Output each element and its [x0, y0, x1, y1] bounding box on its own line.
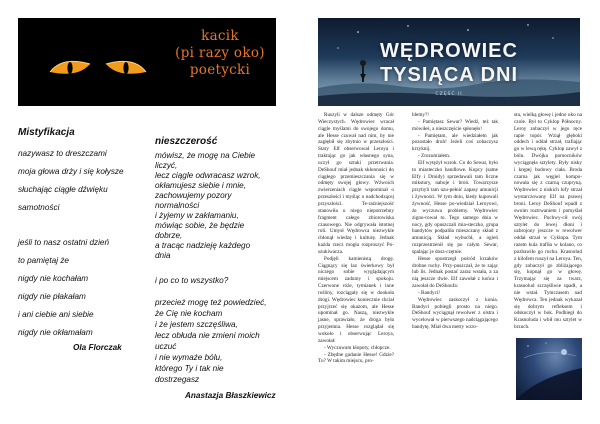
- story-column-3: [514, 112, 582, 331]
- story-paragraph: Hesse spostrzegł pośród krzaków drobne ruchy. Przy-puszczał, że to zając lub lis. Jednak postać zaraz wstała, a za nią jeszcze dwie. Elf zawołał z końca i zawołał do DeShoufa:: [412, 255, 498, 290]
- right-eye-icon: [104, 58, 148, 78]
- story-illustration: [516, 338, 582, 400]
- left-eye-icon: [48, 58, 92, 78]
- story-paragraph: blemy?!: [412, 112, 429, 118]
- poem-line: dostrzegasz: [155, 375, 200, 384]
- poem-line: i po co to wszystko?: [155, 276, 229, 285]
- banner-line: kacik: [201, 28, 239, 44]
- poem-line: liczyć,: [155, 161, 178, 170]
- story-paragraph: stu, wielką głowę i jedno oko na czole. Był to Cyklop Północny. Leroy zobaczył w jego ręce rapie topór. Wziął głęboki oddech i oddał strzał, trafiając go w lewą rękę. Cyklop zawył z bólu. Dwójka pomocników wyciągnęła sztylety. Były nisky i krępej budowy ciała. Broda czarna jak węgiel kompo-nowała się z czarną czupryną. Wędrowiec z niskich lufy strzał wystarczowany Elf na prawej broni. Leroy DeShouf wpadł z swoim roztrwaniem i pomyślał Wędrowiec. Pochwy-cił swój sztylet do lewej dłoni i uzbrojony jeszcze w rewolwer oddał strzał w Cyklopa. Tym razem kula trafiła w kolano, co pozbawiło go ruchu. Krasnolud z kilofem ruszył na Leroya. Ten, gdy zobaczył go zbliżającego się, kopnął go w głowę. Trzymając się za twarz, krasnolud szczęśliwie upadł, a nie wstał. Tymczasem nad Wędrowca. Ten jednak wykazał się dobrym refleksem i odskoczył w bok. Podbiegł do Krasnoluda i wbił mu sztylet w brzuch.: [514, 112, 582, 331]
- poem-line: lecz ciągle odwracasz wzrok,: [155, 171, 261, 180]
- poem-line: nigdy nie płakałam: [18, 292, 86, 301]
- poem-line: jeśli to nasz ostatni dzień: [18, 238, 110, 247]
- banner-line: (pi razy oko): [175, 45, 265, 61]
- poem-line: mówisz, że mogę na Ciebie: [155, 151, 256, 160]
- poem-line: nigdy nie kochałam: [18, 274, 89, 283]
- poem-line: uczuć: [155, 342, 177, 351]
- cover-subtitle: CZĘŚĆ II: [435, 92, 463, 97]
- story-paragraph: - Zbędne gadanie Hesse! Gdzie? Tu? W takim miejscu, pro-: [318, 351, 394, 365]
- poem-line: że Cię nie kocham: [155, 309, 223, 318]
- poem-line: i ani ciebie ani siebie: [18, 310, 94, 319]
- cover-title-line: WĘDROWIEC: [380, 40, 518, 62]
- story-paragraph: Podjęli kamienistą drogę. Ciągnący się łaz świerkowy był niczego sobie wyglądającym miejscem zadumy i spokoju. Czerwone róże, tymianek i inne rośliny, rozciągały się w dookoła drogi. Wędrowiec koniecznie chciał przyjrzeć się okazom, ale Hesse upominał go. Naszą, niezwykle jasne, sprawiało, że droga była przyjemna. Hesse rozglądał się wokoło i obserwując Leroya, zawołał:: [318, 255, 394, 344]
- poetry-corner-banner: [18, 18, 276, 106]
- story-cover-image: [318, 18, 580, 106]
- poem-line: i nie wymaże bólu,: [155, 353, 223, 362]
- right-page: [300, 0, 600, 424]
- poem-line: którego Ty i tak nie: [155, 364, 224, 373]
- poem-line: słuchając ciągłe dźwięku: [18, 185, 108, 194]
- poem-line: nigdy nie okłamałam: [18, 328, 93, 337]
- poem-line: to pamiętaj że: [18, 256, 69, 265]
- poem-line: nazywasz to dreszczami: [18, 149, 107, 158]
- story-column-2: [412, 112, 498, 331]
- banner-line: poetycki: [189, 62, 251, 78]
- story-paragraph: - Wyczuwam kłopoty, chłopcze.: [324, 344, 391, 351]
- story-paragraph: Ruszyli w dalsze odmęty Gór Wieczystych. Wędrowiec wracał ciągle myślami do swojego domu, ale Hesse czuwał nad nim, by nie zagłębił się zbytnio w przeszłości. Stary Elf obserwował Leroya i traktując go jak własnego syna, uczył go sztuki przetrwania. DeShouf miał jednak skłonności do ciągłego przemieszczania się w odmęty swojej głowy. Wźwoich zwierzeniach ciągle wspominał o przeszłości i myśląc o nadchodzącej przyszłości. Te-raźniejszość stanowiła u niego niepotrzebny fragment całego zbiorowiska czasowego. Nie odgrywała istotnej roli. Umysł Wędrowca niezwykle chłonął wiedzę i kulturę. Jednak każda rzecz mogła rozproszyć Po-szukiwacza.: [318, 112, 394, 255]
- poem-line: a tracąc nadzieję każdego: [155, 241, 251, 250]
- poem-line: mówiąc sobie, że będzie: [155, 221, 245, 230]
- story-paragraph: - Pamiętam, ale wiedziałem jak pozostało druh! Jeżeli coś zobaczysz krzyknij.: [412, 132, 498, 153]
- poem-line: przecież mogę też powiedzieć,: [155, 298, 267, 307]
- poem-author: Anastazja Błaszkiewicz: [185, 391, 276, 400]
- night-sky-illustration: [516, 338, 582, 400]
- poem-line: dnia: [155, 251, 171, 260]
- poem-line: lecz obłuda nie zmieni moich: [155, 331, 260, 340]
- story-paragraph: Wędrowiec zaskoczył z konia. Bandyci pobiegli prosto na niego. DeShouf wyciągnął rewolwer z olstra i wycelował w pierwszego nadciągającego bandytę. Miał dwa metry wzro-: [412, 296, 498, 331]
- poem-line: moja głowa drży i się kołysze: [18, 167, 124, 176]
- poem-line: samotności: [18, 203, 60, 212]
- poem-line: normalności: [155, 201, 200, 210]
- cover-title-line: TYSIĄCA DNI: [379, 64, 519, 86]
- poem-line: zachowujemy pozory: [155, 191, 232, 200]
- story-column-1: [318, 112, 394, 365]
- poem-title: nieszczerość: [155, 136, 218, 147]
- poem-line: okłamujesz siebie i mnie,: [155, 181, 247, 190]
- poem-line: dobrze,: [155, 231, 183, 240]
- story-paragraph: - Bandyci!: [418, 289, 441, 296]
- poem-line: i że jestem szczęśliwa,: [155, 320, 238, 329]
- poem-author: Ola Florczak: [73, 343, 122, 352]
- banner-heading: [166, 28, 274, 79]
- story-paragraph: - Pamiętasz Sewar? Wiedź, też tak mówiłeś, a nieszczęście spłonęło!: [412, 118, 498, 132]
- poem-line: i żyjemy w zakłamaniu,: [155, 211, 239, 220]
- story-paragraph: - Zrozumiałem.: [418, 153, 451, 160]
- story-paragraph: Elf wytężył wzrok. Co do Sewar, było to miasteczko handlowe. Kupcy (same Elfy i Druidy) sprzedawali tam liczne mikstury, naboje i broń. Towarzysze przybyli tam uzu-pełnić zapasy amunicji i żywności. W tym dniu, kiedy kupowali żywność, Hesse po-wiedział Leroyowi, że wyczuwa problemy. Wędrowiec zigno-rował to. Tego samego dnia w nocy, gdy opuszczali mia-steczko, grupa bandytów podpaliła mieszczany skład z amunicją. Skład wybuchł, a ogień rozprzestrzenił się po całym Sewar, spalając je dosz-czętnie.: [412, 159, 498, 255]
- poem-title: Mistyfikacja: [18, 127, 75, 138]
